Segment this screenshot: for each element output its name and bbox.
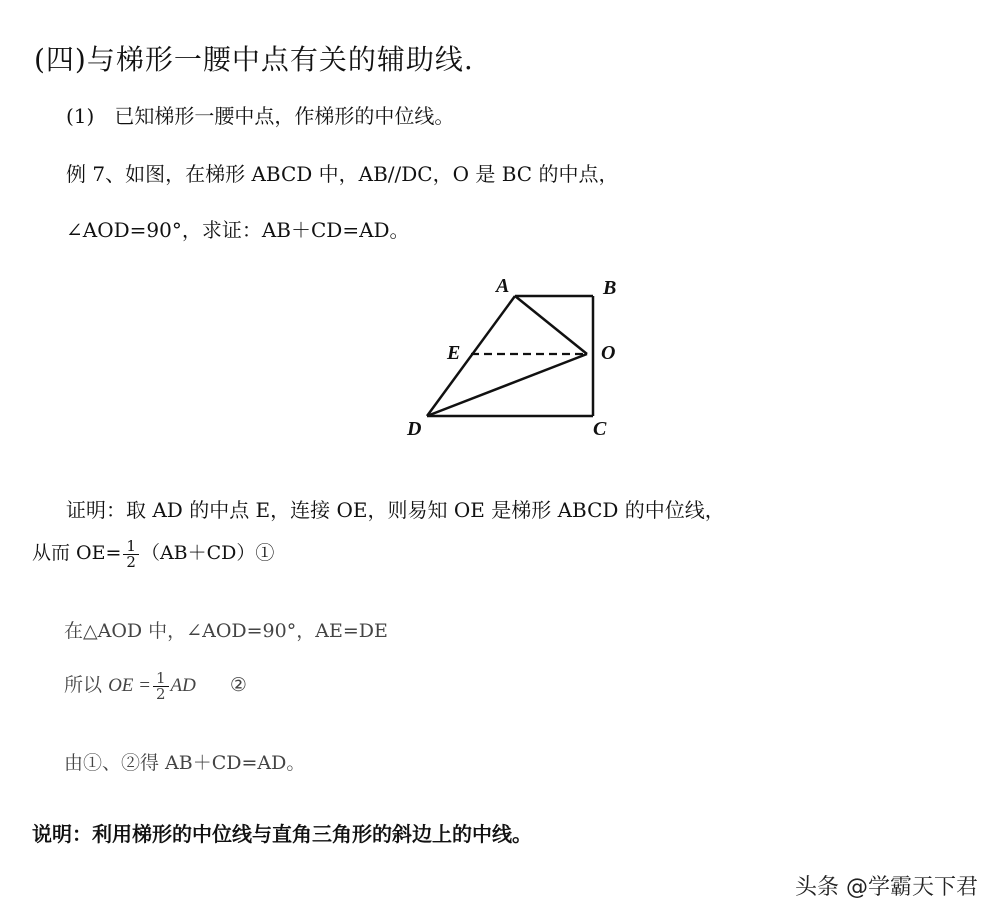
example-line-1: 例 7、如图，在梯形 ABCD 中，AB//DC，O 是 BC 的中点， [66,162,619,186]
trapezoid-figure [395,270,645,445]
proof-line-2-prefix: 从而 OE= [32,542,122,564]
label-b: B [603,277,617,299]
fraction-denominator-2: 2 [155,684,166,703]
fraction-numerator-2: 1 [153,671,169,687]
proof-line-4-rhs: AD [170,675,196,696]
proof-line-2 [32,538,274,570]
example-line-2: ∠AOD=90°，求证：AB＋CD=AD。 [66,218,410,242]
proof-line-2-suffix: （AB＋CD）① [140,542,275,564]
section-heading: (四)与梯形一腰中点有关的辅助线. [34,43,474,76]
fraction-one-half-2 [153,668,169,703]
label-e: E [447,342,461,364]
subheading: (1) 已知梯形一腰中点，作梯形的中位线。 [66,104,455,128]
label-d: D [407,418,422,440]
proof-line-4-prefix: 所以 [64,674,103,696]
watermark: 头条 @学霸天下君 [795,875,978,900]
proof-line-3: 在△AOD 中，∠AOD=90°，AE=DE [64,620,388,642]
note: 说明：利用梯形的中位线与直角三角形的斜边上的中线。 [32,822,532,846]
fraction-one-half [123,536,139,571]
proof-line-4-lhs: OE = [108,675,151,696]
fraction-denominator: 2 [126,552,136,571]
label-c: C [593,418,607,440]
proof-line-4-mark: ② [229,674,247,696]
label-o: O [601,342,616,364]
fraction-numerator: 1 [123,539,139,555]
label-a: A [496,275,510,297]
segment-ao [515,296,587,354]
proof-line-5: 由①、②得 AB＋CD=AD。 [64,752,306,774]
proof-line-1: 证明：取 AD 的中点 E，连接 OE，则易知 OE 是梯形 ABCD 的中位线， [66,498,725,522]
proof-line-4 [64,670,247,702]
